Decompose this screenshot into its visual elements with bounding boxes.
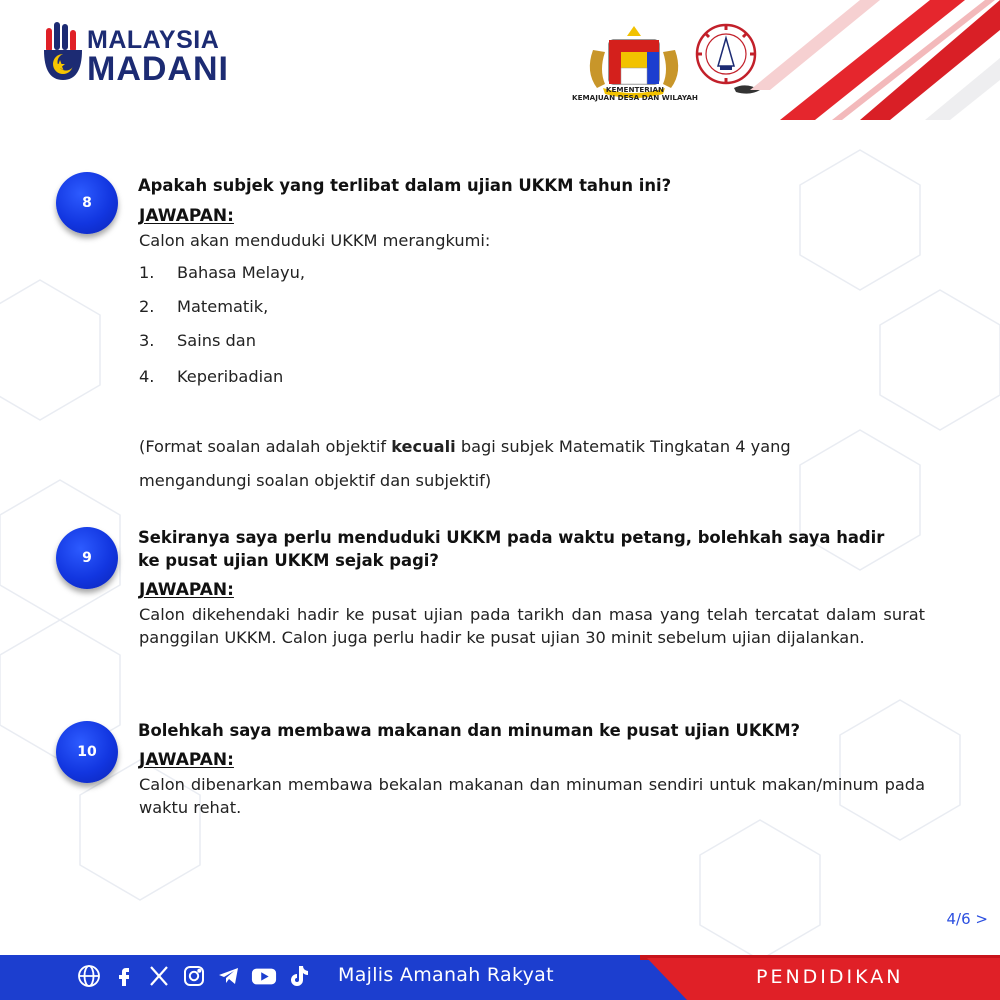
format-note-line-2: mengandungi soalan objektif dan subjektif) [139, 471, 492, 490]
instagram-icon[interactable] [181, 963, 207, 989]
footer-category-label: PENDIDIKAN [756, 966, 904, 988]
telegram-icon[interactable] [216, 963, 242, 989]
x-icon[interactable] [146, 963, 172, 989]
question-title-line-2: ke pusat ujian UKKM sejak pagi? [138, 551, 439, 570]
answer-text: Calon dikehendaki hadir ke pusat ujian pada tarikh dan masa yang telah tercatat dalam surat panggilan UKKM. Calon juga perlu hadir ke pusat ujian 30 minit sebelum ujian dijalankan. [139, 605, 925, 647]
format-note-text: (Format soalan adalah objektif [139, 437, 392, 456]
madani-hand-mark-icon [42, 20, 84, 84]
brand-line-2: MADANI [87, 50, 229, 88]
answer-label: JAWAPAN: [139, 580, 234, 600]
question-title-line-1: Sekiranya saya perlu menduduki UKKM pada waktu petang, bolehkah saya hadir [138, 528, 885, 547]
social-icons [76, 962, 312, 990]
malaysia-madani-logo [42, 20, 232, 86]
list-item-text: Matematik, [177, 297, 269, 316]
answer-text: Calon dibenarkan membawa bekalan makanan dan minuman sendiri untuk makan/minum pada waktu rehat. [139, 775, 925, 817]
format-note-bold: kecuali [391, 437, 456, 456]
question-number-badge [56, 721, 118, 783]
ministry-caption-line-2: KEMAJUAN DESA DAN WILAYAH [572, 93, 698, 102]
page-indicator[interactable]: 4/6 > [946, 910, 988, 928]
answer-intro: Calon akan menduduki UKKM merangkumi: [139, 231, 491, 250]
brand-line-1: MALAYSIA [87, 26, 220, 54]
ministry-caption-line-1: KEMENTERIAN [605, 85, 665, 94]
list-item-text: Keperibadian [177, 367, 284, 386]
answer-label: JAWAPAN: [139, 206, 234, 226]
list-item-number: 1. [139, 263, 155, 282]
list-item [139, 331, 256, 350]
globe-icon[interactable] [76, 963, 102, 989]
question-number: 8 [82, 195, 92, 211]
question-title: Apakah subjek yang terlibat dalam ujian UKKM tahun ini? [138, 176, 672, 195]
question-number: 9 [82, 550, 92, 566]
format-note-text: bagi subjek Matematik Tingkatan 4 yang [455, 437, 791, 456]
footer-organization-name: Majlis Amanah Rakyat [338, 964, 554, 986]
list-item-number: 4. [139, 367, 155, 386]
list-item-number: 3. [139, 331, 155, 350]
question-title: Bolehkah saya membawa makanan dan minuman ke pusat ujian UKKM? [138, 721, 801, 740]
question-number-badge [56, 527, 118, 589]
list-item [139, 297, 268, 316]
question-number: 10 [77, 744, 97, 760]
list-item-number: 2. [139, 297, 155, 316]
list-item [139, 367, 283, 386]
list-item-text: Sains dan [177, 331, 256, 350]
tiktok-icon[interactable] [286, 963, 312, 989]
format-note-line-1 [139, 435, 791, 458]
youtube-icon[interactable] [251, 963, 277, 989]
facebook-icon[interactable] [111, 963, 137, 989]
list-item [139, 263, 305, 282]
answer-label: JAWAPAN: [139, 750, 234, 770]
question-number-badge [56, 172, 118, 234]
ministry-caption [560, 86, 710, 102]
decorative-red-stripes [740, 0, 1000, 120]
list-item-text: Bahasa Melayu, [177, 263, 306, 282]
